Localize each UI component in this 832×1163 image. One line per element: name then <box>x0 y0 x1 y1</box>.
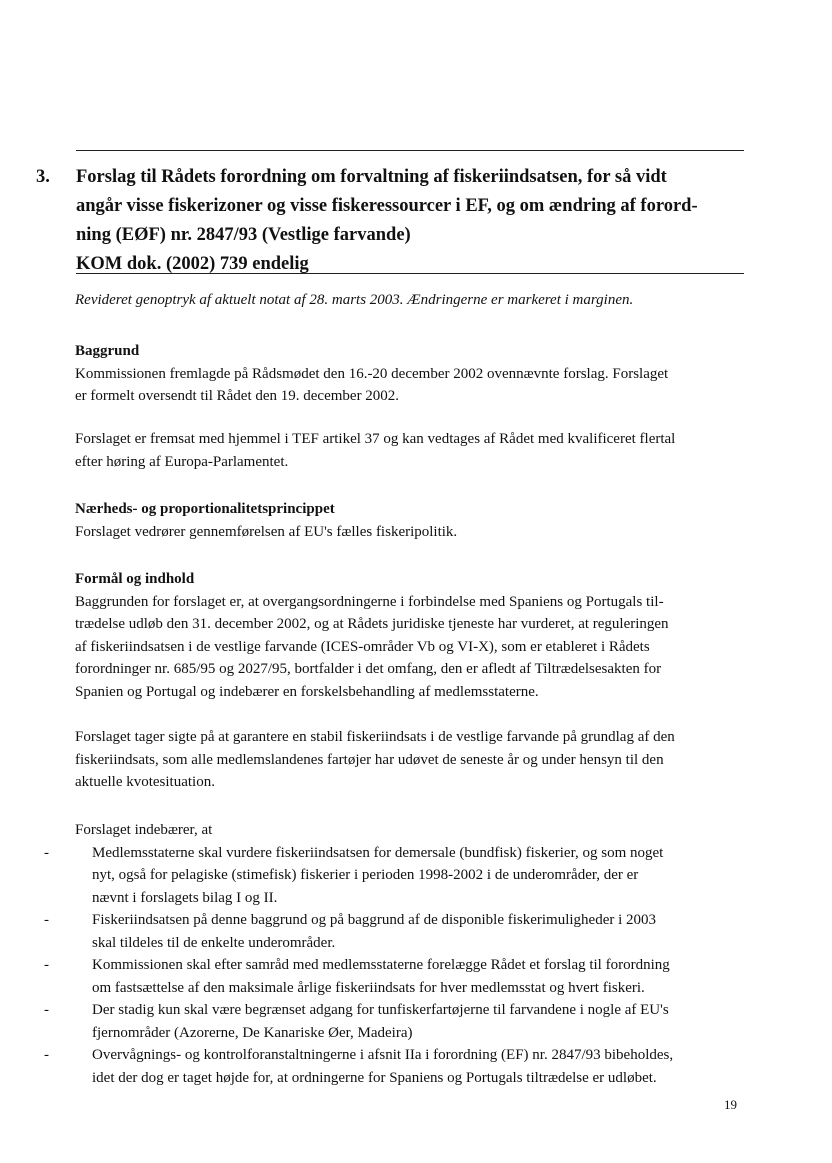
heading-line: Forslag til Rådets forordning om forvaltning af fiskeriindsatsen, for så vidt <box>76 167 667 187</box>
list-item <box>44 954 764 999</box>
paragraph-line: Forslaget er fremsat med hjemmel i TEF artikel 37 og kan vedtages af Rådet med kvalificeret flertal <box>75 431 676 447</box>
paragraph-line: forordninger nr. 685/95 og 2027/95, bortfalder i det omfang, den er afledt af Tiltrædelsesakten for <box>75 661 662 677</box>
list-item <box>44 1044 764 1089</box>
heading-title <box>76 163 756 279</box>
paragraph-line: Spanien og Portugal og indebærer en forskelsbehandling af medlemsstaterne. <box>75 683 539 700</box>
list-dash: - <box>44 1047 49 1063</box>
list-dash: - <box>44 844 49 861</box>
list-dash: - <box>44 1002 49 1018</box>
list-item-line: Overvågnings- og kontrolforanstaltningerne i afsnit IIa i forordning (EF) nr. 2847/93 bibeholdes, <box>92 1047 674 1063</box>
list-item-line: Fiskeriindsatsen på denne baggrund og på baggrund af de disponible fiskerimuligheder i 2003 <box>92 912 657 928</box>
paragraph-line: efter høring af Europa-Parlamentet. <box>75 453 289 470</box>
paragraph-line: trædelse udløb den 31. december 2002, og at Rådets juridiske tjeneste har vurderet, at reguleringen <box>75 616 669 632</box>
list-intro: Forslaget indebærer, at <box>75 822 213 838</box>
paragraph-line: fiskeriindsats, som alle medlemslandenes fartøjer har udøvet de seneste år og under hensyn til den <box>75 751 664 768</box>
heading-line: angår visse fiskerizoner og visse fiskeressourcer i EF, og om ændring af forord- <box>76 196 698 216</box>
section-formaal <box>75 568 765 703</box>
list-item-line: Medlemsstaterne skal vurdere fiskeriindsatsen for demersale (bundfisk) fiskerier, og som noget <box>92 844 664 861</box>
list-dash: - <box>44 912 49 928</box>
list-item-line: nyt, også for pelagiske (stimefisk) fiskerier i perioden 1998-2002 i de underområder, der er <box>92 867 639 883</box>
heading-bottom-rule <box>76 273 744 274</box>
section-hjemmel <box>75 428 765 473</box>
list-item-line: Kommissionen skal efter samråd med medlemsstaterne forelægge Rådet et forslag til forordning <box>92 957 670 973</box>
section-naerhed <box>75 498 765 543</box>
proposal-list <box>44 819 764 1089</box>
paragraph-line: aktuelle kvotesituation. <box>75 774 215 790</box>
list-item-line: nævnt i forslagets bilag I og II. <box>92 889 278 906</box>
heading-line: ning (EØF) nr. 2847/93 (Vestlige farvande) <box>76 225 411 245</box>
list-item-line: fjernområder (Azorerne, De Kanariske Øer, Madeira) <box>92 1024 413 1041</box>
list-item <box>44 842 764 910</box>
list-item-line: skal tildeles til de enkelte underområder. <box>92 934 336 951</box>
list-item <box>44 909 764 954</box>
section-stabil <box>75 726 765 794</box>
section-title: Nærheds- og proportionalitetsprincippet <box>75 501 335 517</box>
list-item <box>44 999 764 1044</box>
paragraph-line: Forslaget vedrører gennemførelsen af EU's fælles fiskeripolitik. <box>75 523 458 540</box>
section-title: Formål og indhold <box>75 571 195 587</box>
heading-number: 3. <box>36 167 50 187</box>
paragraph-line: er formelt oversendt til Rådet den 19. december 2002. <box>75 388 400 404</box>
section-title: Baggrund <box>75 343 140 359</box>
list-item-line: om fastsættelse af den maksimale årlige fiskeriindsats for hver medlemsstat og hvert fiskeri. <box>92 979 645 996</box>
paragraph-line: af fiskeriindsatsen i de vestlige farvande (ICES-områder Vb og VI-X), som er etableret i Rådets <box>75 638 650 655</box>
revision-note: Revideret genoptryk af aktuelt notat af 28. marts 2003. Ændringerne er markeret i marginen. <box>75 292 634 308</box>
paragraph-line: Forslaget tager sigte på at garantere en stabil fiskeriindsats i de vestlige farvande på grundlag af den <box>75 729 675 745</box>
list-item-line: idet der dog er taget højde for, at ordningerne for Spaniens og Portugals tiltrædelse er udløbet. <box>92 1069 657 1086</box>
heading-top-rule <box>76 150 744 151</box>
paragraph-line: Kommissionen fremlagde på Rådsmødet den 16.-20 december 2002 ovennævnte forslag. Forslaget <box>75 365 669 382</box>
section-baggrund <box>75 340 765 408</box>
list-dash: - <box>44 957 49 973</box>
page-number: 19 <box>724 1097 737 1112</box>
list-item-line: Der stadig kun skal være begrænset adgang for tunfiskerfartøjerne til farvandene i nogle af EU's <box>92 1002 669 1018</box>
paragraph-line: Baggrunden for forslaget er, at overgangsordningerne i forbindelse med Spaniens og Portugals til- <box>75 593 664 610</box>
heading-line: KOM dok. (2002) 739 endelig <box>76 254 309 274</box>
